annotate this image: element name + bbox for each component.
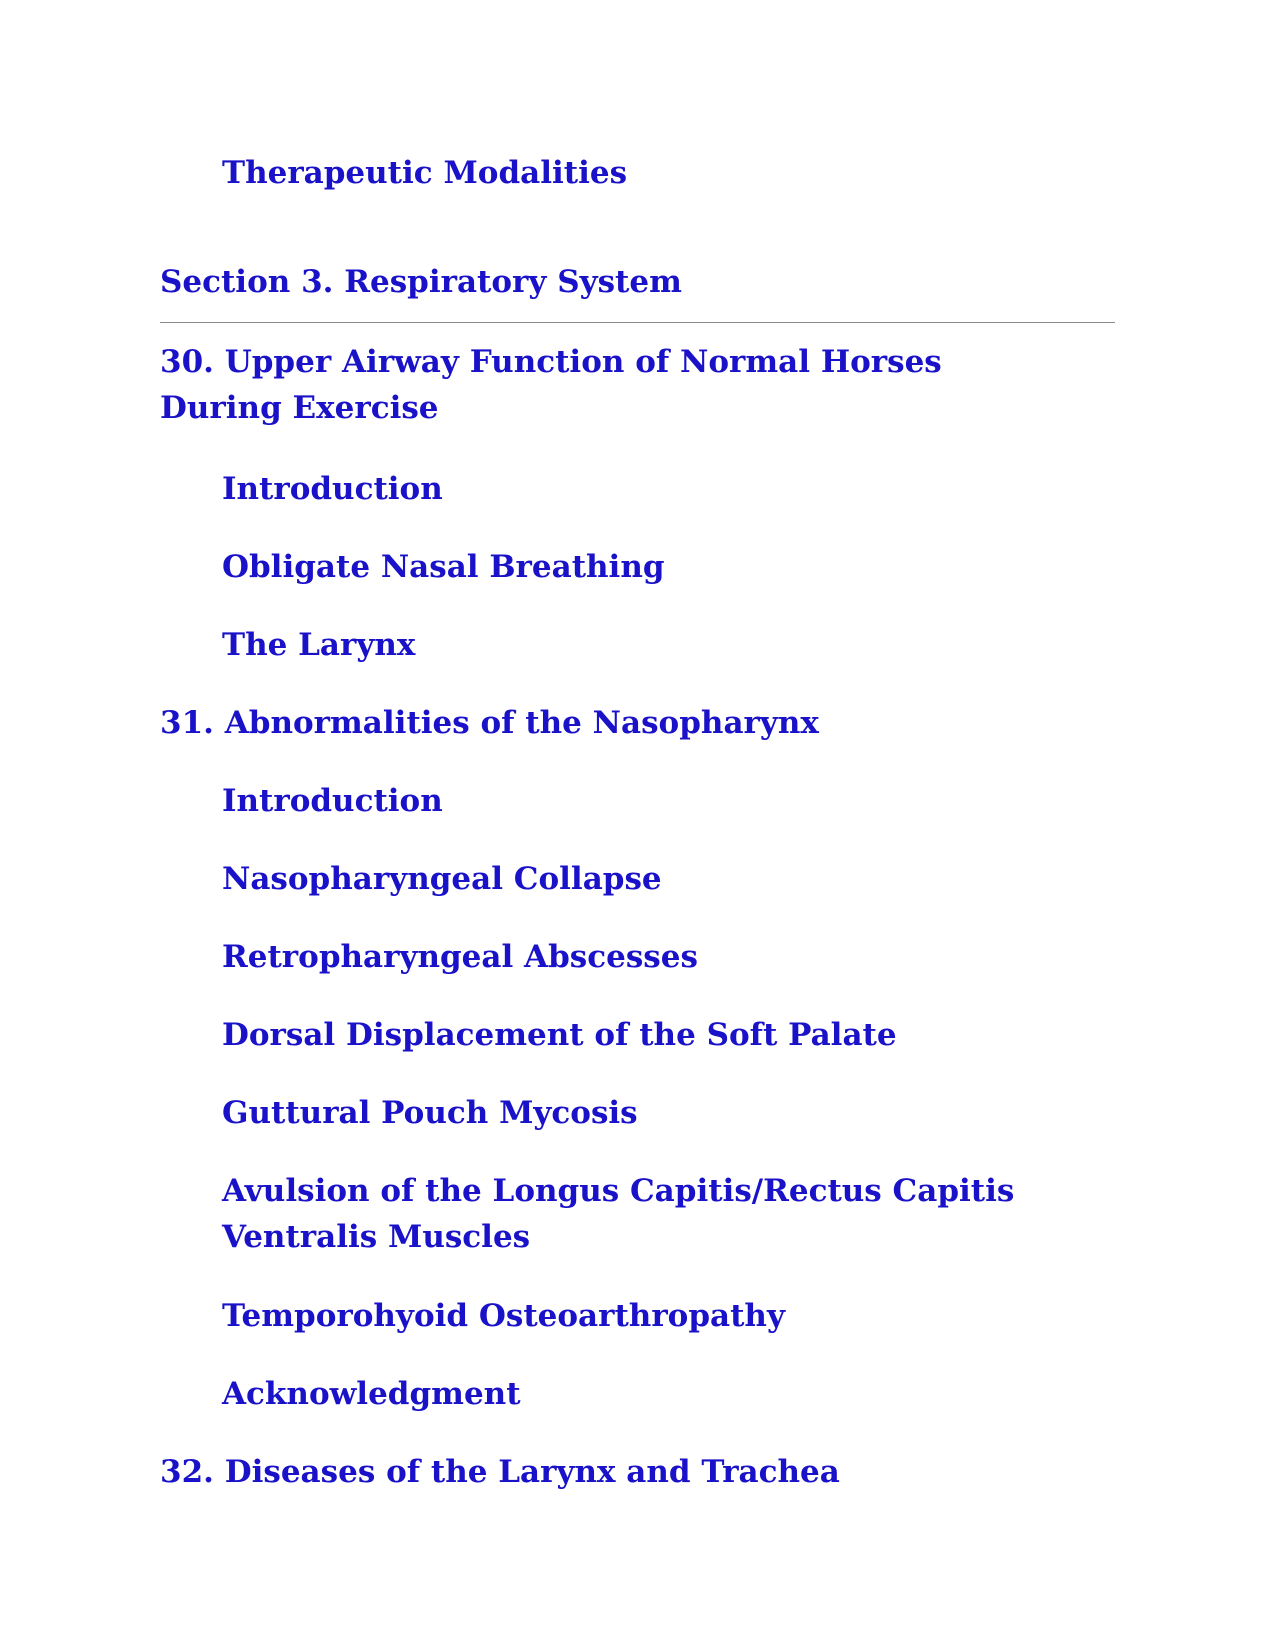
toc-link-acknowledgment[interactable]: Acknowledgment	[222, 1376, 521, 1412]
toc-link-ch30-introduction[interactable]: Introduction	[222, 471, 443, 507]
toc-link-the-larynx[interactable]: The Larynx	[222, 627, 416, 663]
toc-link-nasopharyngeal-collapse[interactable]: Nasopharyngeal Collapse	[222, 861, 662, 897]
toc-link-guttural-pouch-mycosis[interactable]: Guttural Pouch Mycosis	[222, 1095, 638, 1131]
toc-link-obligate-nasal-breathing[interactable]: Obligate Nasal Breathing	[222, 549, 665, 585]
toc-link-avulsion-longus-capitis[interactable]: Avulsion of the Longus Capitis/Rectus Capitis Ventralis Muscles	[222, 1173, 1015, 1255]
section-divider	[160, 322, 1115, 323]
toc-link-temporohyoid-osteoarthropathy[interactable]: Temporohyoid Osteoarthropathy	[222, 1298, 785, 1334]
toc-link-dorsal-displacement[interactable]: Dorsal Displacement of the Soft Palate	[222, 1017, 897, 1053]
toc-link-therapeutic-modalities[interactable]: Therapeutic Modalities	[222, 155, 628, 191]
toc-link-section-3[interactable]: Section 3. Respiratory System	[160, 264, 682, 300]
toc-link-ch31-introduction[interactable]: Introduction	[222, 783, 443, 819]
toc-link-chapter-30[interactable]: 30. Upper Airway Function of Normal Horses During Exercise	[160, 344, 942, 426]
toc-link-chapter-32[interactable]: 32. Diseases of the Larynx and Trachea	[160, 1454, 840, 1490]
toc-link-retropharyngeal-abscesses[interactable]: Retropharyngeal Abscesses	[222, 939, 698, 975]
toc-link-chapter-31[interactable]: 31. Abnormalities of the Nasopharynx	[160, 705, 819, 741]
